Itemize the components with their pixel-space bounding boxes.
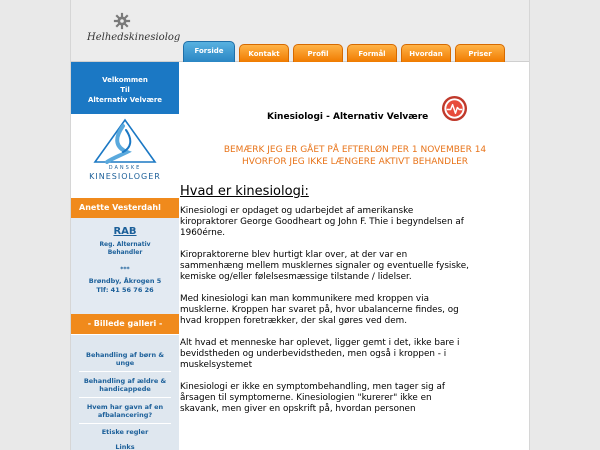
address-line: Brøndby, Åkrogen 5 <box>88 277 162 285</box>
welcome-line: Til <box>120 86 130 94</box>
divider <box>79 371 171 372</box>
rab-sub-line: Behandler <box>107 249 143 256</box>
link-line: afbalancering? <box>97 411 153 419</box>
rab-title[interactable]: RAB <box>113 226 137 237</box>
sidebar <box>71 62 179 450</box>
triangle-logo-icon <box>93 118 157 164</box>
rab-subtitle <box>71 241 179 257</box>
tab-formaal[interactable]: Formål <box>347 44 397 62</box>
link-line: Links <box>115 443 135 450</box>
phone-line: Tlf: 41 56 76 26 <box>96 286 154 294</box>
paragraph: Med kinesiologi kan man kommunikere med kroppen via musklerne. Kroppen har svaret på, hvor ubalancerne findes, og hvad kroppen foretrækker, der skal gøres ved dem. <box>180 294 459 326</box>
logo-big-text: KINESIOLOGER <box>89 172 161 181</box>
paragraph: Kiropraktorerne blev hurtigt klar over, at der var en sammenhæng mellem musklernes signaler og eventuelle fysiske, kemiske og/eller følelsesmæssige tilstande / lidelser. <box>180 250 469 282</box>
link-line: handicappede <box>99 385 151 393</box>
page-title: Kinesiologi - Alternativ Velvære <box>267 112 429 122</box>
page-container <box>70 0 530 450</box>
link-links[interactable] <box>71 443 179 450</box>
link-etiske-regler[interactable] <box>71 428 179 436</box>
article-body <box>180 206 470 426</box>
sidebar-links <box>71 334 179 450</box>
divider <box>79 423 171 424</box>
link-line: Etiske regler <box>101 428 149 436</box>
welcome-box <box>71 62 179 114</box>
paragraph: bevidstheden og underbevidstheden, men også i kroppen - i muskelsystemet <box>180 349 447 370</box>
paragraph: Kinesiologi er ikke en symptombehandling, men tager sig af årsagen til symptomerne. Kinesiologien "kurerer" ikke en skavank, men giver en opskrift på, hvordan personen <box>180 382 445 414</box>
tab-profil[interactable]: Profil <box>293 44 343 62</box>
rab-sub-line: Reg. Alternativ <box>99 241 151 248</box>
site-header <box>71 0 530 62</box>
paragraph: Alt hvad et menneske har oplevet, ligger gemt i det, ikke bare i <box>180 338 460 348</box>
danske-kinesiologer-logo <box>71 114 179 198</box>
site-logo-text[interactable]: Helhedskinesiolog <box>87 32 181 43</box>
name-bar: Anette Vesterdahl <box>71 198 179 218</box>
section-heading: Hvad er kinesiologi: <box>180 184 309 199</box>
tab-priser[interactable]: Priser <box>455 44 505 62</box>
welcome-line: Velkommen <box>102 76 148 84</box>
link-hvem-har-gavn[interactable] <box>71 403 179 419</box>
link-line: Behandling af børn & <box>85 351 165 359</box>
divider <box>79 397 171 398</box>
gear-logo-icon <box>113 12 131 30</box>
stars-separator: *** <box>120 266 130 273</box>
link-behandling-boern[interactable] <box>71 351 179 367</box>
logo-small-text: DANSKE <box>108 165 142 171</box>
paragraph: Kinesiologi er opdaget og udarbejdet af amerikanske kiropraktorer George Goodheart og John F. Thie i begyndelsen af 1960érne. <box>180 206 464 238</box>
notice-line: BEMÆRK JEG ER GÅET PÅ EFTERLØN PER 1 NOVEMBER 14 <box>223 145 487 155</box>
tab-forside[interactable]: Forside <box>183 41 235 62</box>
address-block <box>71 277 179 295</box>
link-line: Behandling af ældre & <box>83 377 167 385</box>
link-behandling-aeldre[interactable] <box>71 377 179 393</box>
tab-hvordan[interactable]: Hvordan <box>401 44 451 62</box>
link-line: Hvem har gavn af en <box>86 403 164 411</box>
welcome-line: Alternativ Velvære <box>87 96 163 104</box>
heartbeat-badge-icon <box>441 95 468 122</box>
gallery-link[interactable]: - Billede galleri - <box>71 314 179 334</box>
retirement-notice <box>179 144 530 168</box>
link-line: unge <box>115 359 135 367</box>
rab-box <box>71 218 179 314</box>
main-content <box>179 62 530 450</box>
notice-line: HVORFOR JEG IKKE LÆNGERE AKTIVT BEHANDLER <box>241 157 469 167</box>
tab-kontakt[interactable]: Kontakt <box>239 44 289 62</box>
